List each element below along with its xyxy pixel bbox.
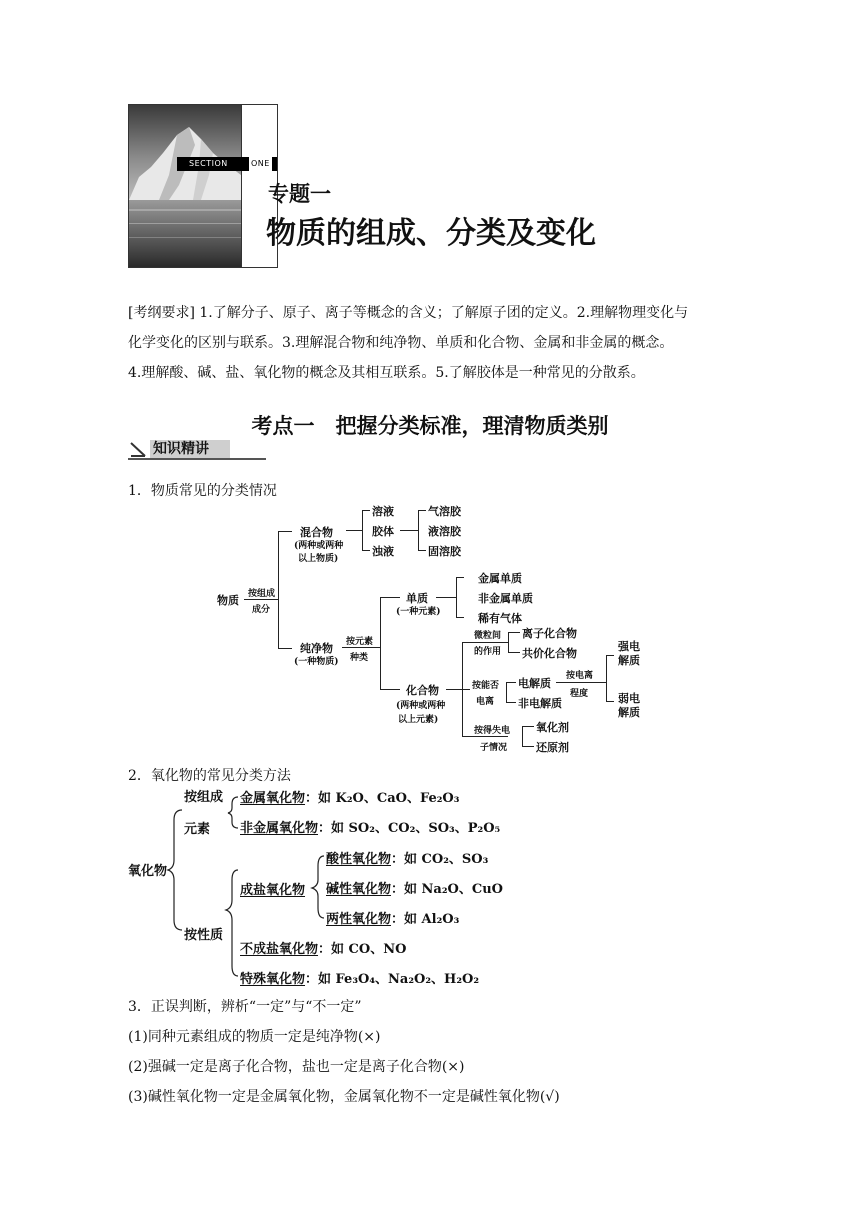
edge-label: 按得失电 bbox=[474, 726, 511, 736]
knowledge-tag: 知识精讲 bbox=[153, 441, 209, 457]
node-ionic: 离子化合物 bbox=[522, 627, 577, 640]
edge-label: 种类 bbox=[350, 653, 369, 663]
edge-label: 成分 bbox=[252, 605, 271, 615]
node-metal-element: 金属单质 bbox=[478, 572, 522, 585]
metal-oxide: 金属氧化物：如 K₂O、CaO、Fe₂O₃ bbox=[240, 791, 460, 806]
node-oxide: 氧化物 bbox=[128, 864, 168, 879]
node-oxidant: 氧化剂 bbox=[536, 721, 569, 734]
node-note: (两种或两种 bbox=[396, 701, 446, 711]
judgement-item: (1)同种元素组成的物质一定是纯净物(×) bbox=[128, 1029, 381, 1045]
node-weak: 弱电 bbox=[618, 692, 640, 705]
acidic-oxide: 酸性氧化物：如 CO₂、SO₃ bbox=[326, 852, 489, 867]
node-noble-gas: 稀有气体 bbox=[478, 612, 522, 625]
section-band: SECTION ONE bbox=[177, 157, 277, 171]
edge-label: 电离 bbox=[476, 697, 495, 707]
node-strong: 强电 bbox=[618, 640, 640, 653]
node-pure: 纯净物 bbox=[300, 642, 333, 655]
node-solution: 溶液 bbox=[372, 505, 394, 518]
node-nonmetal-element: 非金属单质 bbox=[478, 592, 533, 605]
node-root: 物质 bbox=[217, 594, 239, 607]
edge-label: 子情况 bbox=[480, 743, 508, 753]
kaodian-title: 考点一 把握分类标准，理清物质类别 bbox=[251, 413, 609, 438]
edge-label: 按组成 bbox=[248, 589, 276, 599]
requirements-line: 化学变化的区别与联系。3.理解混合物和纯净物、单质和化合物、金属和非金属的概念。 bbox=[128, 335, 674, 351]
section3 bbox=[128, 992, 560, 1112]
edge-label: 程度 bbox=[570, 689, 589, 699]
requirements-line: 4.理解酸、碱、盐、氧化物的概念及其相互联系。5.了解胶体是一种常见的分散系。 bbox=[128, 365, 645, 381]
node-note: (两种或两种 bbox=[294, 541, 344, 551]
node-solid-sol: 固溶胶 bbox=[428, 545, 461, 558]
node-reductant: 还原剂 bbox=[536, 741, 569, 754]
non-salt-forming-oxide: 不成盐氧化物：如 CO、NO bbox=[240, 942, 407, 957]
node-note: (一种物质) bbox=[294, 657, 339, 667]
node-weak: 解质 bbox=[618, 706, 640, 719]
edge-label: 元素 bbox=[184, 822, 211, 837]
salt-forming-oxide: 成盐氧化物 bbox=[240, 883, 306, 898]
edge-label: 微粒间 bbox=[474, 631, 502, 641]
special-oxide: 特殊氧化物：如 Fe₃O₄、Na₂O₂、H₂O₂ bbox=[240, 972, 480, 987]
edge-label: 按能否 bbox=[472, 681, 500, 691]
node-element: 单质 bbox=[406, 592, 428, 605]
judgement-item: (3)碱性氧化物一定是金属氧化物，金属氧化物不一定是碱性氧化物(√) bbox=[128, 1089, 560, 1105]
section3-heading: 3．正误判断，辨析“一定”与“不一定” bbox=[128, 999, 362, 1015]
requirements-line: [考纲要求] 1.了解分子、原子、离子等概念的含义；了解原子团的定义。2.理解物理变化与 bbox=[128, 305, 689, 321]
judgement-item: (2)强碱一定是离子化合物，盐也一定是离子化合物(×) bbox=[128, 1059, 465, 1075]
basic-oxide: 碱性氧化物：如 Na₂O、CuO bbox=[326, 882, 503, 897]
edge-label: 按元素 bbox=[346, 637, 374, 647]
node-mixture: 混合物 bbox=[300, 526, 333, 539]
node-nonelectrolyte: 非电解质 bbox=[518, 697, 562, 710]
node-liquid-sol: 液溶胶 bbox=[428, 525, 461, 538]
node-note: 以上元素) bbox=[398, 715, 439, 725]
node-note: 以上物质) bbox=[298, 554, 339, 564]
edge-label: 的作用 bbox=[474, 647, 502, 657]
section2-heading: 2．氧化物的常见分类方法 bbox=[128, 768, 291, 784]
topic-title: 物质的组成、分类及变化 bbox=[266, 216, 596, 251]
edge-label: 按电离 bbox=[566, 671, 594, 681]
node-note: (一种元素) bbox=[396, 607, 441, 617]
node-suspension: 浊液 bbox=[372, 545, 394, 558]
edge-label: 按组成 bbox=[184, 790, 224, 805]
node-compound: 化合物 bbox=[406, 684, 439, 697]
topic-number: 专题一 bbox=[268, 182, 331, 206]
node-aerosol: 气溶胶 bbox=[428, 505, 461, 518]
node-covalent: 共价化合物 bbox=[522, 647, 577, 660]
edge-label: 按性质 bbox=[184, 928, 224, 943]
node-electrolyte: 电解质 bbox=[518, 677, 551, 690]
node-strong: 解质 bbox=[618, 654, 640, 667]
amphoteric-oxide: 两性氧化物：如 Al₂O₃ bbox=[326, 912, 460, 927]
nonmetal-oxide: 非金属氧化物：如 SO₂、CO₂、SO₃、P₂O₅ bbox=[240, 821, 501, 836]
section1-heading: 1．物质常见的分类情况 bbox=[128, 483, 277, 499]
node-colloid: 胶体 bbox=[372, 525, 394, 538]
